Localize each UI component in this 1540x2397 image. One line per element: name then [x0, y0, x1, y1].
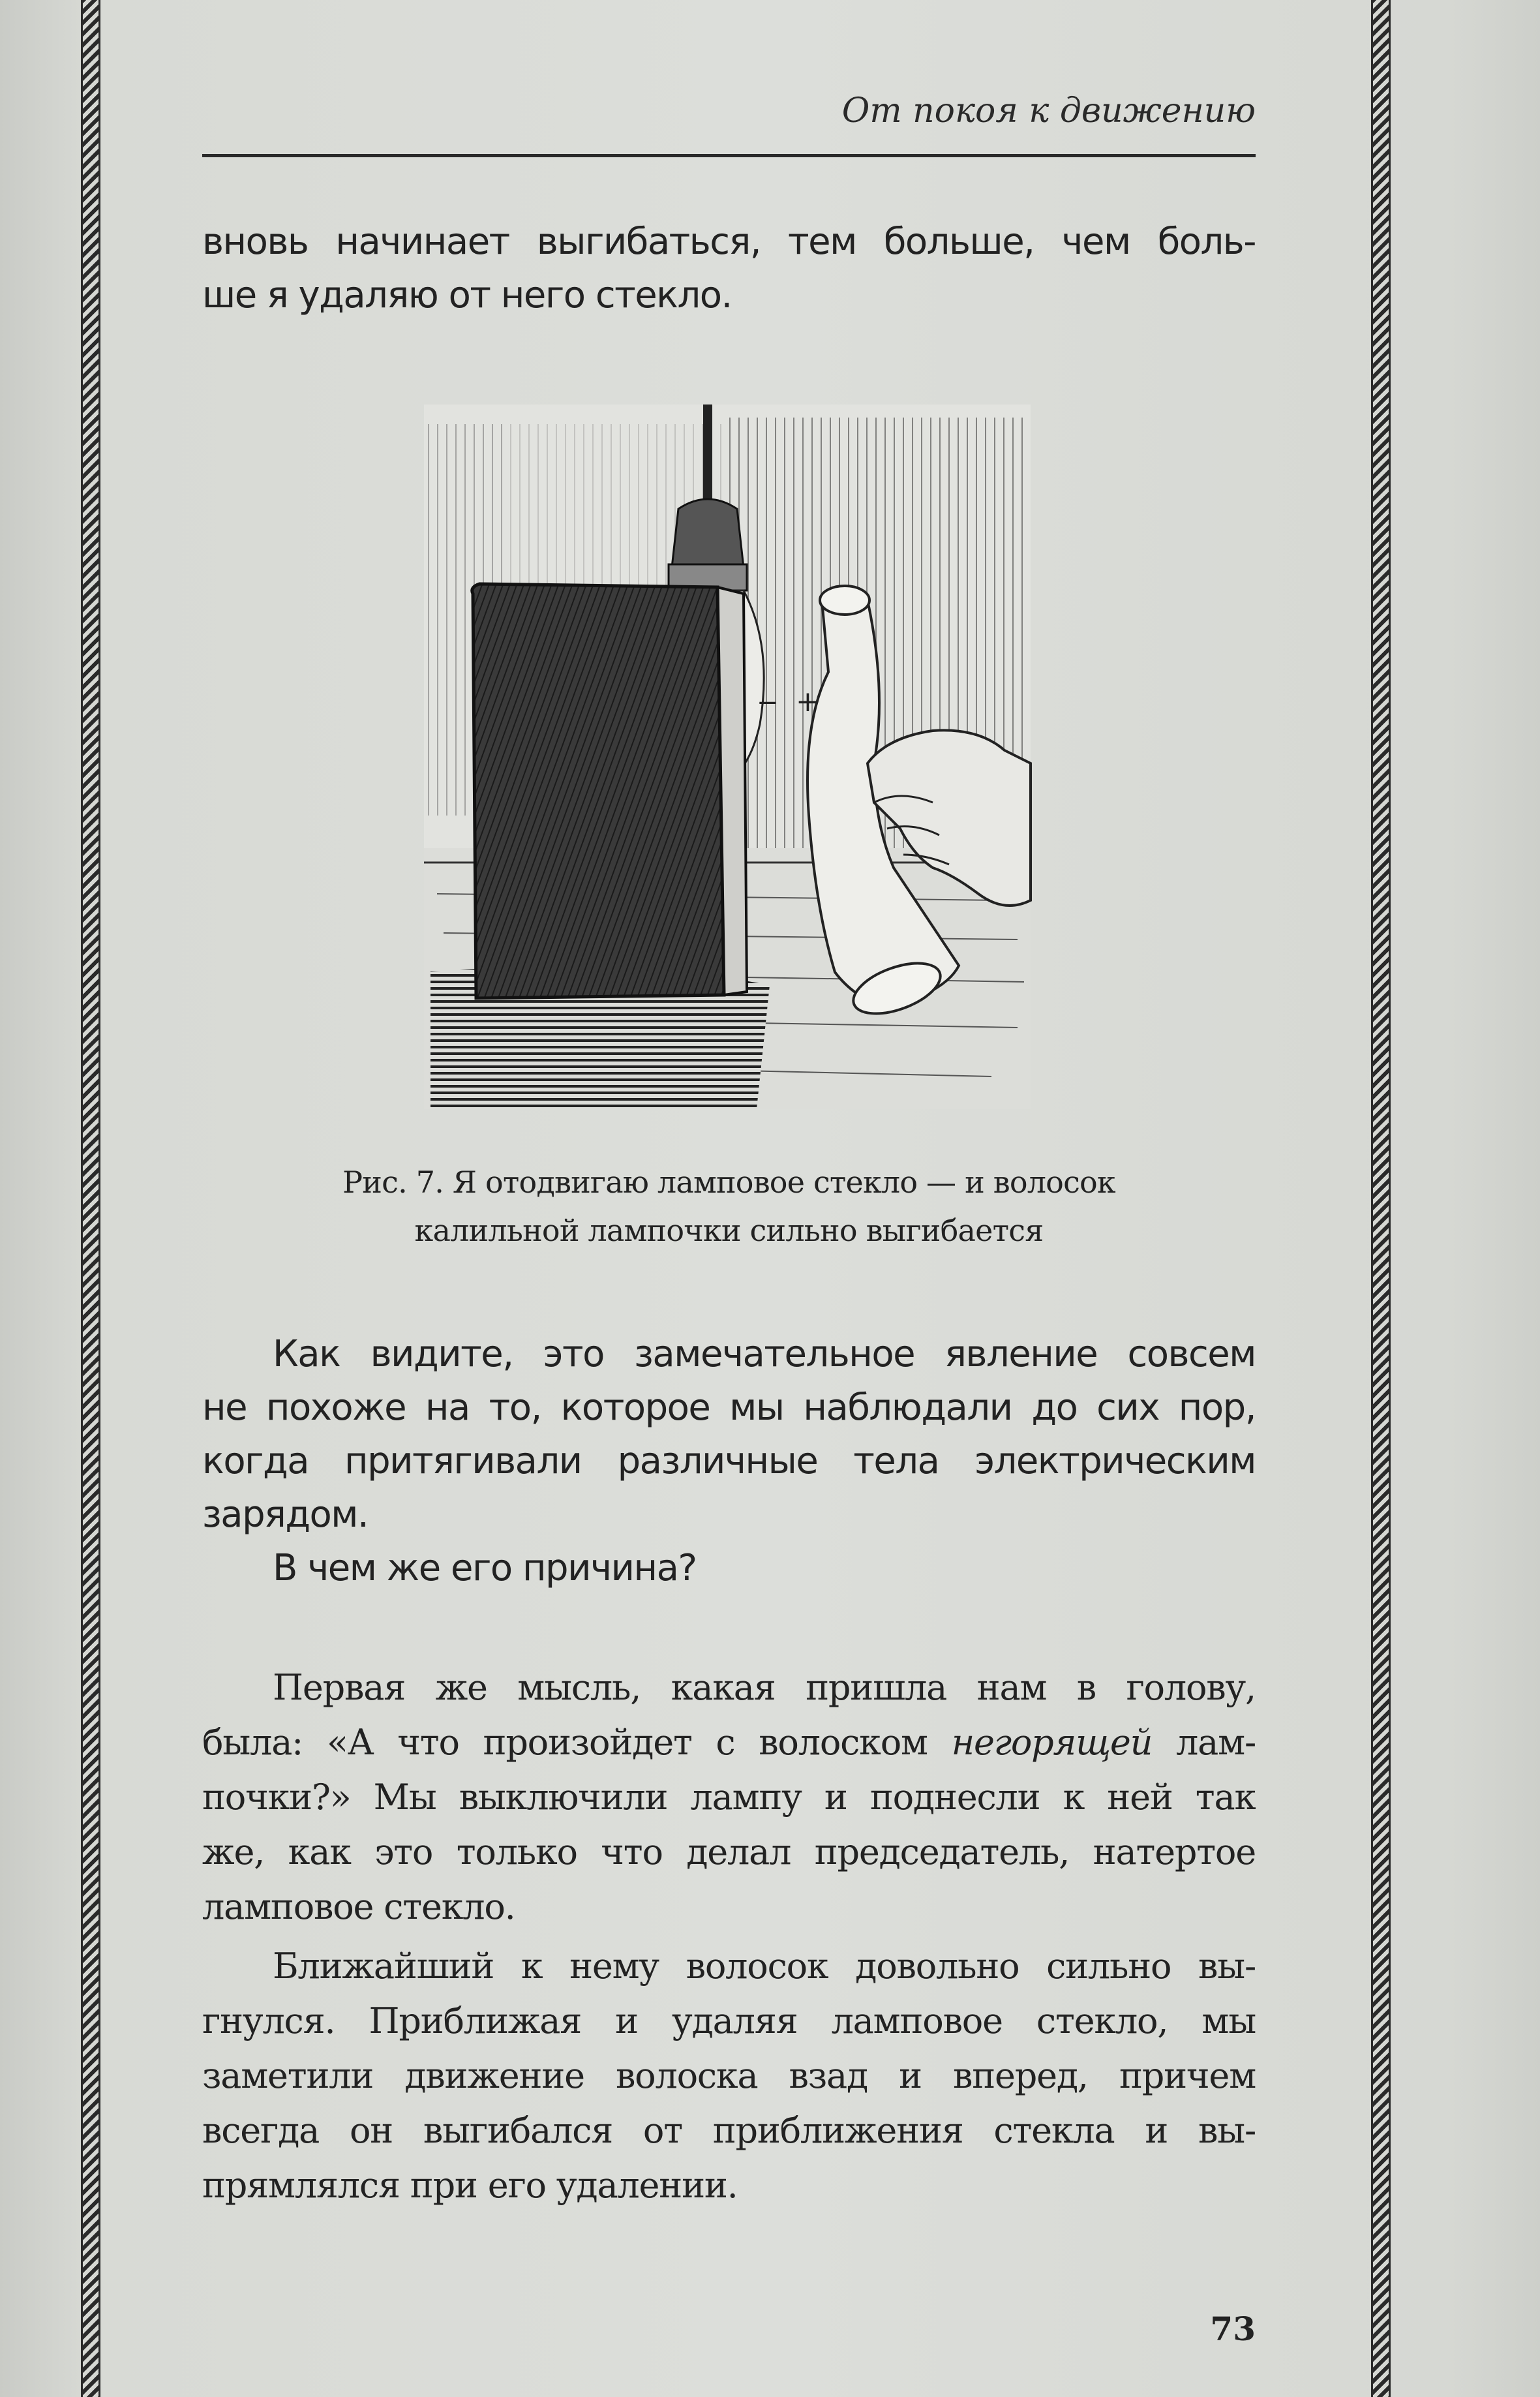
text-line: гнулся. Приближая и удаляя ламповое стекло, мы [202, 2000, 1256, 2041]
paragraph [202, 1542, 1256, 1595]
left-decorative-border [81, 0, 100, 2397]
page-number: 73 [1210, 2310, 1256, 2348]
paragraph-continued [202, 215, 1256, 322]
paragraph [202, 1939, 1256, 2213]
text-line: не похоже на то, которое мы наблюдали до сих пор, [202, 1386, 1256, 1429]
text-line: Первая же мысль, какая пришла нам в голову, [273, 1667, 1256, 1708]
text-segment: лам- [1152, 1722, 1256, 1763]
text-line: ше я удаляю от него стекло. [202, 274, 732, 316]
text-line: почки?» Мы выключили лампу и поднесли к ней так [202, 1777, 1256, 1818]
text-line: прямлялся при его удалении. [202, 2165, 738, 2206]
paragraph [202, 1660, 1256, 1934]
figure-caption [202, 1158, 1256, 1255]
figure-illustration [417, 398, 1037, 1122]
text-line: ламповое стекло. [202, 1886, 515, 1927]
text-line: зарядом. [202, 1493, 369, 1536]
caption-line: калильной лампочки сильно выгибается [414, 1213, 1044, 1248]
chapter-title: От покоя к движению [841, 91, 1256, 130]
text-line: В чем же его причина? [273, 1547, 697, 1589]
text-line: когда притягивали различные тела электрическим [202, 1440, 1256, 1482]
text-line: Как видите, это замечательное явление совсем [273, 1333, 1256, 1375]
italic-word: негорящей [951, 1722, 1153, 1763]
caption-line: Рис. 7. Я отодвигаю ламповое стекло — и волосок [342, 1165, 1115, 1200]
paragraph [202, 1328, 1256, 1542]
text-line: заметили движение волоска взад и вперед, причем [202, 2055, 1256, 2096]
text-line: Ближайший к нему волосок довольно сильно вы- [273, 1946, 1256, 1987]
right-decorative-border [1371, 0, 1391, 2397]
text-line [202, 1715, 1256, 1770]
running-header [202, 91, 1256, 163]
text-line: же, как это только что делал председатель, натертое [202, 1831, 1256, 1872]
header-rule [202, 154, 1256, 157]
text-segment: была: «А что произойдет с волоском [202, 1722, 952, 1763]
text-line: вновь начинает выгибаться, тем больше, чем боль- [202, 221, 1256, 263]
plus-sign: + [796, 685, 820, 718]
minus-sign: − [757, 688, 779, 718]
text-line: всегда он выгибался от приближения стекла и вы- [202, 2110, 1256, 2151]
book [472, 584, 747, 998]
